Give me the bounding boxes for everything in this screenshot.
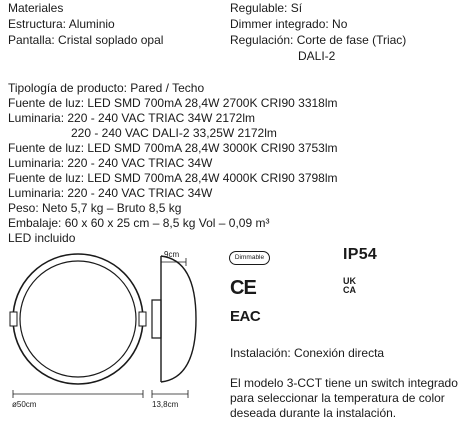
luminaire-line: Luminaria: 220 - 240 VAC TRIAC 34W — [8, 156, 213, 170]
light-source-line: Fuente de luz: LED SMD 700mA 28,4W 3000K CRI90 3753lm — [8, 141, 338, 155]
note-line: para seleccionar la temperatura de color — [230, 391, 445, 405]
shade-spec: Pantalla: Cristal soplado opal — [8, 33, 164, 47]
adjustable-spec: Regulable: Sí — [230, 1, 303, 15]
right-bracket — [139, 312, 146, 326]
product-type-line: Tipología de producto: Pared / Techo — [8, 81, 205, 95]
luminaire-dali-line: 220 - 240 VAC DALI-2 33,25W 2172lm — [71, 126, 277, 140]
luminaire-line: Luminaria: 220 - 240 VAC TRIAC 34W 2172lm — [8, 111, 256, 125]
front-view-outer-ring — [13, 254, 143, 384]
light-source-line: Fuente de luz: LED SMD 700mA 28,4W 2700K CRI90 3318lm — [8, 96, 338, 110]
regulation-extra: DALI-2 — [298, 49, 336, 63]
light-source-line: Fuente de luz: LED SMD 700mA 28,4W 4000K CRI90 3798lm — [8, 171, 338, 185]
depth-bottom-label: 13,8cm — [152, 400, 179, 409]
dimmer-spec: Dimmer integrado: No — [230, 17, 348, 31]
note-line: deseada durante la instalación. — [230, 406, 397, 420]
front-view-inner-ring — [20, 261, 136, 377]
luminaire-line: Luminaria: 220 - 240 VAC TRIAC 34W — [8, 186, 213, 200]
packaging-line: Embalaje: 60 x 60 x 25 cm – 8,5 kg Vol – 0,09 m³ — [8, 216, 270, 230]
ip-rating-badge: IP54 — [343, 246, 378, 263]
dimmable-badge: Dimmable — [229, 251, 270, 265]
side-view-diffuser — [161, 256, 196, 382]
structure-spec: Estructura: Aluminio — [8, 17, 115, 31]
ce-mark-icon: CE — [230, 277, 256, 299]
ukca-mark-icon: UK CA — [343, 276, 356, 295]
diameter-label: ø50cm — [12, 400, 37, 409]
weight-line: Peso: Neto 5,7 kg – Bruto 8,5 kg — [8, 201, 182, 215]
eac-mark-icon: EAC — [230, 308, 261, 325]
installation-line: Instalación: Conexión directa — [230, 346, 385, 360]
depth-top-label: 9cm — [164, 250, 180, 259]
left-bracket — [10, 312, 17, 326]
side-view-base — [152, 300, 161, 338]
materials-header: Materiales — [8, 1, 64, 15]
note-line: El modelo 3-CCT tiene un switch integrado — [230, 376, 458, 390]
regulation-spec: Regulación: Corte de fase (Triac) — [230, 33, 407, 47]
led-included-line: LED incluido — [8, 231, 76, 245]
